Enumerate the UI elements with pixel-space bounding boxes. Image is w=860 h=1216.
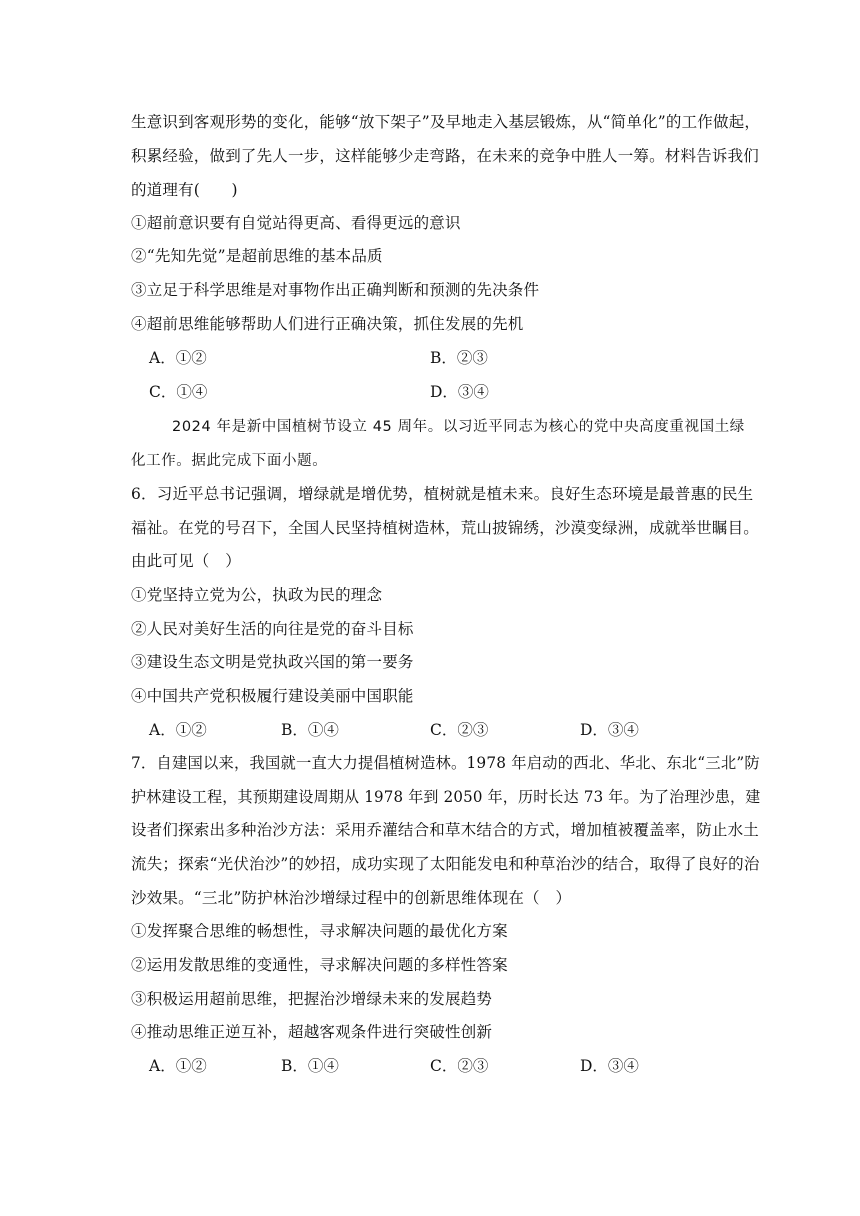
q7-statement-4: ④推动思维正逆互补，超越客观条件进行突破性创新: [131, 1023, 493, 1041]
q7-option-a: A．①②: [149, 1057, 207, 1075]
q7-statement-2: ②运用发散思维的变通性，寻求解决问题的多样性答案: [131, 956, 508, 974]
q6-statement-3: ③建设生态文明是党执政兴国的第一要务: [131, 653, 414, 671]
q7-option-b: B．①④: [281, 1057, 339, 1075]
q6-stem-line-1: 6．习近平总书记强调，增绿就是增优势，植树就是植未来。良好生态环境是最普惠的民生: [131, 485, 754, 503]
q5-stem-line-1: 生意识到客观形势的变化，能够“放下架子”及早地走入基层锻炼，从“简单化”的工作做起，: [131, 113, 761, 131]
q7-option-d: D．③④: [580, 1057, 639, 1075]
q5-statement-3: ③立足于科学思维是对事物作出正确判断和预测的先决条件: [131, 281, 540, 299]
q5-stem-line-3: 的道理有( ): [131, 181, 238, 199]
q6-stem-line-3: 由此可见（ ）: [131, 552, 241, 570]
q5-statement-1: ①超前意识要有自觉站得更高、看得更远的意识: [131, 214, 461, 232]
q6-option-d: D．③④: [580, 721, 639, 739]
q5-statement-4: ④超前思维能够帮助人们进行正确决策，抓住发展的先机: [131, 315, 524, 333]
q7-stem-line-3: 设者们探索出多种治沙方法：采用乔灌结合和草木结合的方式，增加植被覆盖率，防止水土: [131, 821, 760, 839]
q5-option-c: C．①④: [149, 383, 208, 401]
q6-option-a: A．①②: [149, 721, 207, 739]
q6-statement-1: ①党坚持立党为公，执政为民的理念: [131, 586, 383, 604]
q5-option-d: D．③④: [430, 383, 489, 401]
q7-option-c: C．②③: [430, 1057, 489, 1075]
q6-statement-4: ④中国共产党积极履行建设美丽中国职能: [131, 687, 414, 705]
q7-stem-line-4: 流失；探索“光伏治沙”的妙招，成功实现了太阳能发电和种草治沙的结合，取得了良好的治: [131, 855, 760, 873]
q5-option-a: A．①②: [149, 349, 207, 367]
q6-option-b: B．①④: [281, 721, 339, 739]
q7-stem-line-1: 7．自建国以来，我国就一直大力提倡植树造林。1978 年启动的西北、华北、东北“三北”防: [131, 754, 760, 772]
q7-stem-line-5: 沙效果。“三北”防护林治沙增绿过程中的创新思维体现在（ ）: [131, 889, 572, 907]
q7-statement-1: ①发挥聚合思维的畅想性，寻求解决问题的最优化方案: [131, 922, 508, 940]
q6-stem-line-2: 福祉。在党的号召下，全国人民坚持植树造林，荒山披锦绣，沙漠变绿洲，成就举世瞩目。: [131, 519, 760, 537]
q5-statement-2: ②“先知先觉”是超前思维的基本品质: [131, 247, 383, 265]
q7-statement-3: ③积极运用超前思维，把握治沙增绿未来的发展趋势: [131, 990, 493, 1008]
q6-option-c: C．②③: [430, 721, 489, 739]
q5-option-b: B．②③: [430, 349, 488, 367]
material-line-1: 2024 年是新中国植树节设立 45 周年。以习近平同志为核心的党中央高度重视国土绿: [172, 419, 745, 435]
q7-stem-line-2: 护林建设工程，其预期建设周期从 1978 年到 2050 年，历时长达 73 年。为了治理沙患，建: [131, 788, 761, 806]
q5-stem-line-2: 积累经验，做到了先人一步，这样能够少走弯路，在未来的竞争中胜人一筹。材料告诉我们: [131, 147, 760, 165]
q6-statement-2: ②人民对美好生活的向往是党的奋斗目标: [131, 620, 414, 638]
material-line-2: 化工作。据此完成下面小题。: [131, 453, 328, 469]
